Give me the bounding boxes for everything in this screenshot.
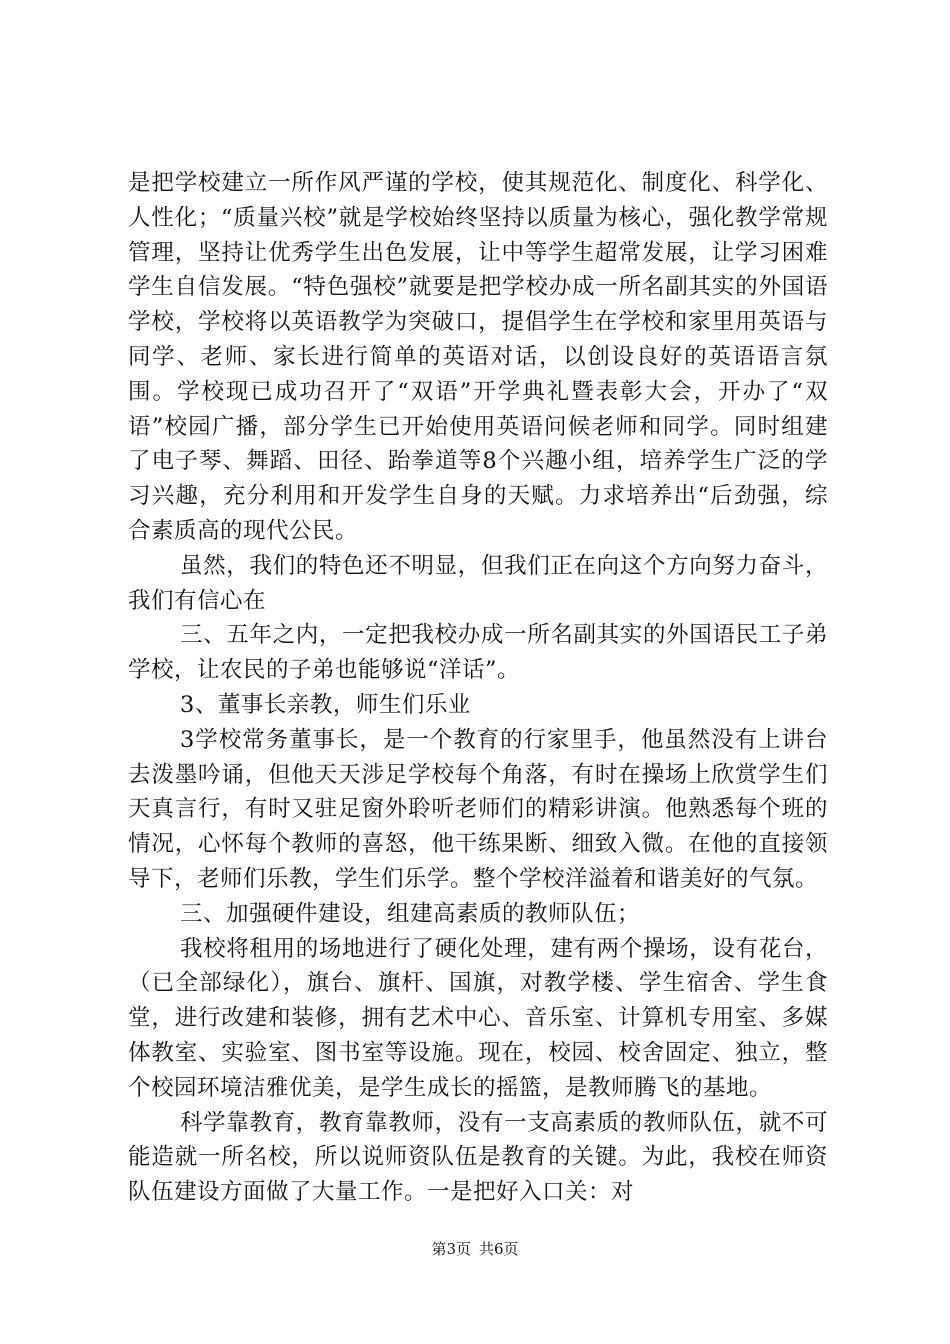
page-footer bbox=[0, 1238, 950, 1259]
paragraph-confidence: 虽然，我们的特色还不明显，但我们正在向这个方向努力奋斗，我们有信心在 bbox=[128, 552, 828, 614]
paragraph-teachers: 科学靠教育，教育靠教师，没有一支高素质的教师队伍，就不可能造就一所名校，所以说师资队伍是教育的关键。为此，我校在师资队伍建设方面做了大量工作。一是把好入口关：对 bbox=[128, 1109, 828, 1206]
page-total: 共6页 bbox=[479, 1240, 519, 1258]
paragraph-five-years: 三、五年之内，一定把我校办成一所名副其实的外国语民工子弟学校，让农民的子弟也能够说“洋话”。 bbox=[128, 622, 828, 684]
paragraph-school-goals: 是把学校建立一所作风严谨的学校，使其规范化、制度化、科学化、人性化；“质量兴校”就是学校始终坚持以质量为核心，强化教学常规管理，坚持让优秀学生出色发展，让中等学生超常发展，让学习困难学生自信发展。“特色强校”就要是把学校办成一所名副其实的外国语学校，学校将以英语教学为突破口，提倡学生在学校和家里用英语与同学、老师、家长进行简单的英语对话，以创设良好的英语语言氛围。学校现已成功召开了“双语”开学典礼暨表彰大会，开办了“双语”校园广播，部分学生已开始使用英语问候老师和同学。同时组建了电子琴、舞蹈、田径、跆拳道等8个兴趣小组，培养学生广泛的学习兴趣，充分利用和开发学生自身的天赋。力求培养出“后劲强，综合素质高的现代公民。 bbox=[128, 170, 828, 544]
section-heading-hardware: 三、加强硬件建设，组建高素质的教师队伍； bbox=[180, 900, 641, 927]
page-number: 第3页 bbox=[431, 1240, 471, 1258]
document-body bbox=[128, 166, 828, 1210]
paragraph-facilities: 我校将租用的场地进行了硬化处理，建有两个操场，设有花台，（已全部绿化），旗台、旗杆、国旗，对教学楼、学生宿舍、学生食堂，进行改建和装修，拥有艺术中心、音乐室、计算机专用室、多媒体教室、实验室、图书室等设施。现在，校园、校舍固定、独立，整个校园环境洁雅优美，是学生成长的摇篮，是教师腾飞的基地。 bbox=[128, 935, 828, 1101]
section-heading-chairman: 3、董事长亲教，师生们乐业 bbox=[180, 691, 471, 718]
paragraph-chairman: 3学校常务董事长，是一个教育的行家里手，他虽然没有上讲台去泼墨吟诵，但他天天涉足学校每个角落，有时在操场上欣赏学生们天真言行，有时又驻足窗外聆听老师们的精彩讲演。他熟悉每个班的情况，心怀每个教师的喜怒，他干练果断、细致入微。在他的直接领导下，老师们乐教，学生们乐学。整个学校洋溢着和谐美好的气氛。 bbox=[128, 726, 828, 892]
